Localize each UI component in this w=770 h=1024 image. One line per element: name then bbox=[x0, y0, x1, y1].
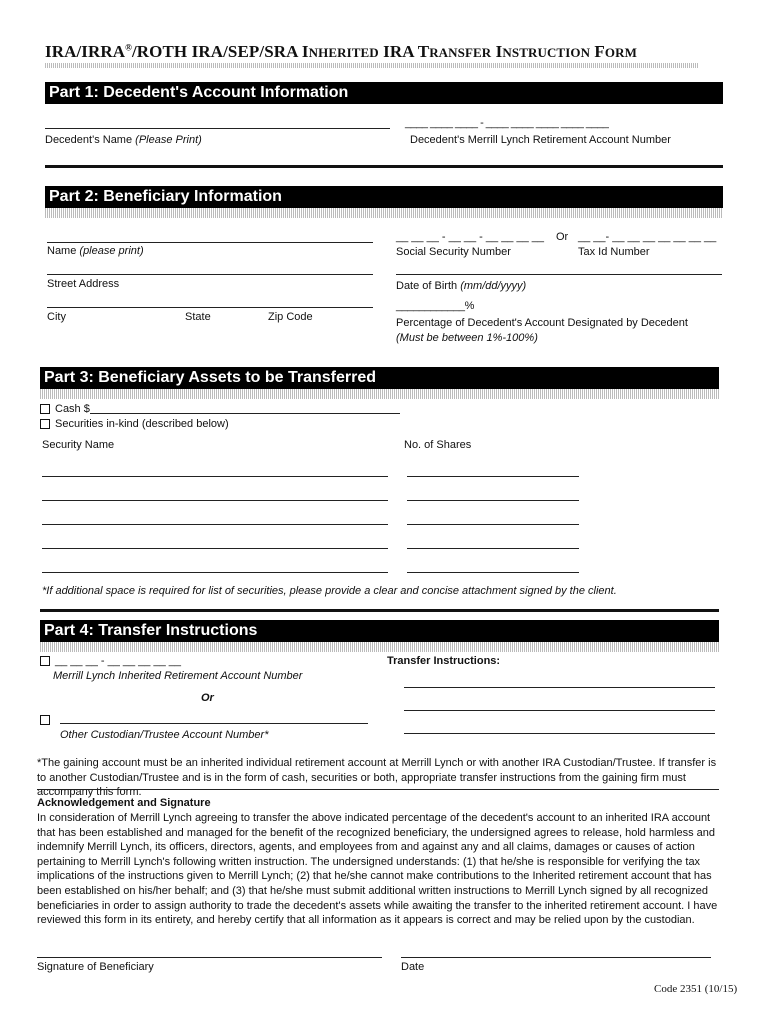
dob-label: Date of Birth (mm/dd/yyyy) bbox=[396, 280, 527, 292]
shares-line[interactable] bbox=[407, 524, 579, 525]
cash-checkbox[interactable] bbox=[40, 404, 50, 414]
transfer-instructions-line[interactable] bbox=[404, 733, 715, 734]
tax-id-field[interactable]: __ __- __ __ __ __ __ __ __ bbox=[578, 231, 717, 243]
form-title: IRA/IRRA®/ROTH IRA/SEP/SRA INHERITED IRA TRANSFER INSTRUCTION FORM bbox=[45, 42, 637, 61]
tax-id-label: Tax Id Number bbox=[578, 246, 650, 258]
street-address-field[interactable] bbox=[47, 274, 373, 275]
part3-heading: Part 3: Beneficiary Assets to be Transferred bbox=[40, 367, 719, 389]
date-field[interactable] bbox=[401, 957, 711, 958]
ack-heading: Acknowledgement and Signature bbox=[37, 797, 211, 809]
dob-field[interactable] bbox=[396, 274, 722, 275]
securities-note: *If additional space is required for list of securities, please provide a clear and concise attachment signed by the client. bbox=[42, 585, 617, 597]
ssn-label: Social Security Number bbox=[396, 246, 511, 258]
part2-heading: Part 2: Beneficiary Information bbox=[45, 186, 723, 208]
ml-account-label: Merrill Lynch Inherited Retirement Account Number bbox=[53, 670, 303, 682]
transfer-instructions-line[interactable] bbox=[404, 687, 715, 688]
security-name-line[interactable] bbox=[42, 524, 388, 525]
transfer-instructions-label: Transfer Instructions: bbox=[387, 655, 501, 667]
signature-field[interactable] bbox=[37, 957, 382, 958]
part3-heading-shade bbox=[40, 389, 719, 399]
shares-line[interactable] bbox=[407, 476, 579, 477]
decedent-account-label: Decedent's Merrill Lynch Retirement Account Number bbox=[410, 134, 671, 146]
security-name-line[interactable] bbox=[42, 476, 388, 477]
percentage-field[interactable]: ____________% bbox=[396, 300, 474, 312]
ml-account-checkbox[interactable] bbox=[40, 656, 50, 666]
street-address-label: Street Address bbox=[47, 278, 120, 290]
zip-label: Zip Code bbox=[268, 311, 313, 323]
form-code: Code 2351 (10/15) bbox=[654, 983, 738, 995]
cash-label: Cash $ bbox=[55, 403, 90, 415]
title-divider bbox=[45, 63, 698, 68]
security-name-line[interactable] bbox=[42, 548, 388, 549]
security-name-header: Security Name bbox=[42, 439, 115, 451]
security-name-line[interactable] bbox=[42, 572, 388, 573]
shares-line[interactable] bbox=[407, 500, 579, 501]
shares-line[interactable] bbox=[407, 548, 579, 549]
other-custodian-field[interactable] bbox=[60, 723, 368, 724]
transfer-instructions-line[interactable] bbox=[404, 710, 715, 711]
part4-heading-shade bbox=[40, 642, 719, 652]
city-state-zip-field[interactable] bbox=[47, 307, 373, 308]
securities-label: Securities in-kind (described below) bbox=[55, 418, 229, 430]
beneficiary-name-field[interactable] bbox=[47, 242, 373, 243]
part1-heading: Part 1: Decedent's Account Information bbox=[45, 82, 723, 104]
percentage-hint: (Must be between 1%-100%) bbox=[396, 332, 538, 344]
decedent-name-field[interactable] bbox=[45, 128, 390, 129]
date-label: Date bbox=[401, 961, 425, 973]
percentage-label: Percentage of Decedent's Account Designated by Decedent bbox=[396, 317, 688, 329]
decedent-account-field[interactable]: ____ ____ ____ - ____ ____ ____ ____ ____ bbox=[405, 117, 609, 129]
beneficiary-name-label: Name (please print) bbox=[47, 245, 144, 257]
ml-account-field[interactable]: __ __ __ - __ __ __ __ __ bbox=[55, 655, 181, 667]
decedent-name-label: Decedent's Name (Please Print) bbox=[45, 134, 202, 146]
security-name-line[interactable] bbox=[42, 500, 388, 501]
ack-body: In consideration of Merrill Lynch agreeing to transfer the above indicated percentage of the decedent's account to an inherited IRA account that has been established and managed for the benefit of the recognized beneficiary, the undersigned agrees to release, hold harmless and indemnify Merrill Lynch, its officers, directors, agents, and employees from and against any and all claims, damages or causes of action pertaining to Merrill Lynch's following written instruction. The undersigned understands: (1) that he/she is responsible for verifying the tax implications of the instructions given to Merrill Lynch; (2) that he/she cannot make contributions to the Inherited retirement account that has been established on his/her behalf; and (3) that he/she must submit additional written instructions to Merrill Lynch signed by all recognized beneficiaries in order to assign authority to trade the decedent's assets while awaiting the transfer to the inherited retirement account. I have reviewed this form in its entirety, and hereby certify that all information as it appears is correct and may be relied upon by the custodian. bbox=[37, 812, 718, 927]
ssn-field[interactable]: __ __ __ - __ __ - __ __ __ __ bbox=[396, 231, 545, 243]
shares-line[interactable] bbox=[407, 572, 579, 573]
city-label: City bbox=[47, 311, 66, 323]
cash-amount-field[interactable] bbox=[90, 413, 400, 414]
or-label: Or bbox=[201, 692, 214, 704]
securities-checkbox[interactable] bbox=[40, 419, 50, 429]
signature-label: Signature of Beneficiary bbox=[37, 961, 154, 973]
gaining-account-note: *The gaining account must be an inherited individual retirement account at Merrill Lynch or with another IRA Custodian/Trustee. If transfer is to another Custodian/Trustee and is in the form of cash, securities or both, appropriate transfer instructions from the gaining firm must accompany this form. bbox=[37, 757, 717, 799]
part4-heading: Part 4: Transfer Instructions bbox=[40, 620, 719, 642]
state-label: State bbox=[185, 311, 211, 323]
other-custodian-label: Other Custodian/Trustee Account Number* bbox=[60, 729, 269, 741]
section-divider bbox=[40, 609, 719, 612]
part2-heading-shade bbox=[45, 208, 723, 218]
section-divider bbox=[45, 165, 723, 168]
section-divider bbox=[37, 789, 719, 790]
shares-header: No. of Shares bbox=[404, 439, 472, 451]
or-label: Or bbox=[556, 231, 569, 243]
other-custodian-checkbox[interactable] bbox=[40, 715, 50, 725]
